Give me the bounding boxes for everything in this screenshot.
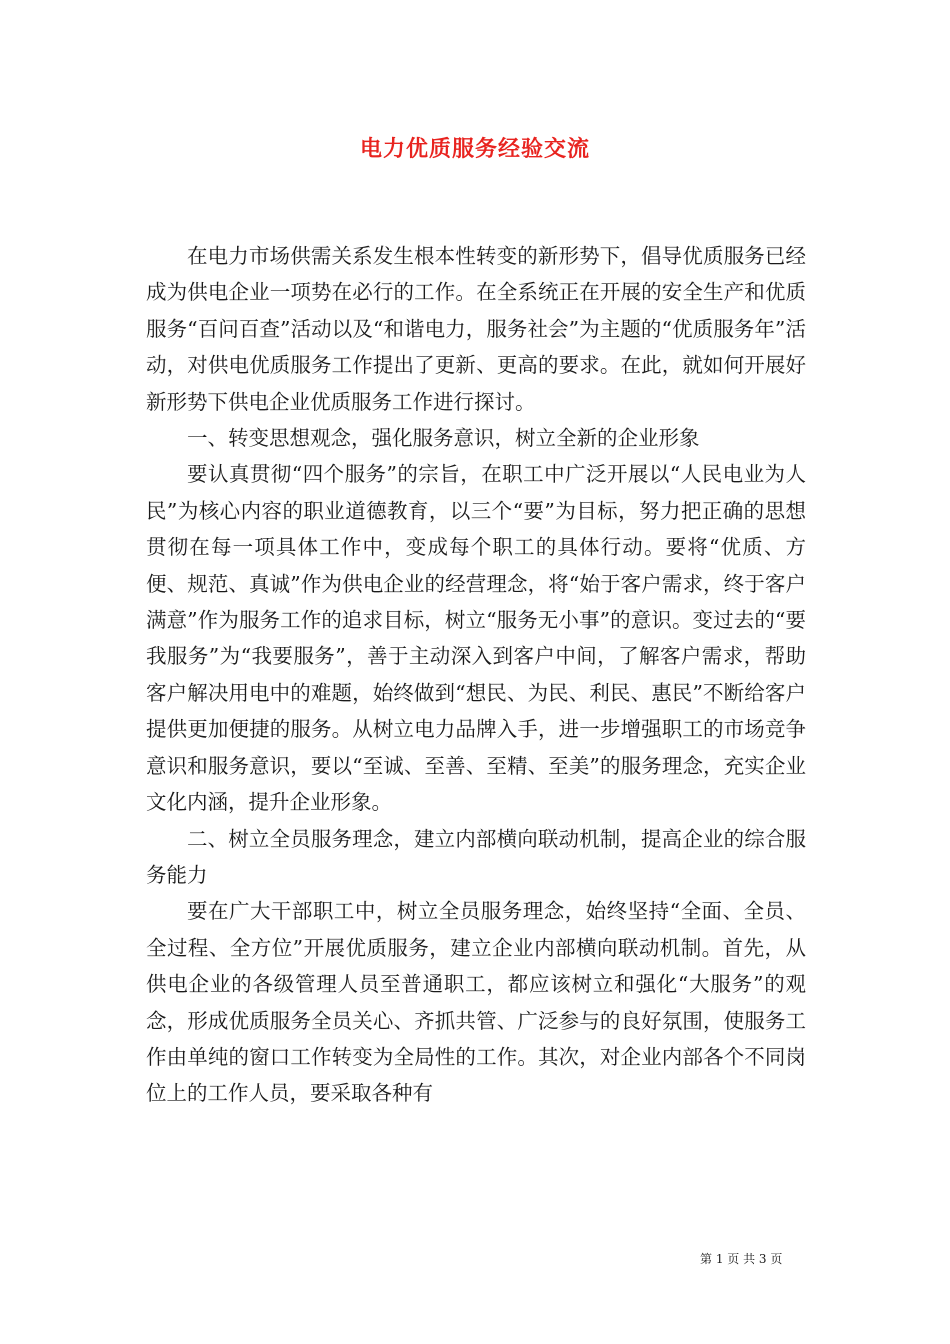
- page-number-footer: 第 1 页 共 3 页: [700, 1252, 783, 1266]
- intro-paragraph: 在电力市场供需关系发生根本性转变的新形势下，倡导优质服务已经成为供电企业一项势在必行的工作。在全系统正在开展的安全生产和优质服务“百问百查”活动以及“和谐电力，服务社会”为主题的“优质服务年”活动，对供电优质服务工作提出了更新、更高的要求。在此，就如何开展好新形势下供电企业优质服务工作进行探讨。: [146, 244, 806, 414]
- section-1-paragraph: 要认真贯彻“四个服务”的宗旨，在职工中广泛开展以“人民电业为人民”为核心内容的职业道德教育，以三个“要”为目标，努力把正确的思想贯彻在每一项具体工作中，变成每个职工的具体行动。要将“优质、方便、规范、真诚”作为供电企业的经营理念，将“始于客户需求，终于客户满意”作为服务工作的追求目标，树立“服务无小事”的意识。变过去的“要我服务”为“我要服务”，善于主动深入到客户中间，了解客户需求，帮助客户解决用电中的难题，始终做到“想民、为民、利民、惠民”不断给客户提供更加便捷的服务。从树立电力品牌入手，进一步增强职工的市场竞争意识和服务意识，要以“至诚、至善、至精、至美”的服务理念，充实企业文化内涵，提升企业形象。: [146, 462, 806, 815]
- section-2-paragraph: 要在广大干部职工中，树立全员服务理念，始终坚持“全面、全员、全过程、全方位”开展优质服务，建立企业内部横向联动机制。首先，从供电企业的各级管理人员至普通职工，都应该树立和强化“大服务”的观念，形成优质服务全员关心、齐抓共管、广泛参与的良好氛围，使服务工作由单纯的窗口工作转变为全局性的工作。其次，对企业内部各个不同岗位上的工作人员，要采取各种有: [146, 899, 806, 1106]
- section-heading-2: 二、树立全员服务理念，建立内部横向联动机制，提高企业的综合服务能力: [146, 826, 806, 887]
- document-body: [146, 238, 806, 1112]
- document-title: 电力优质服务经验交流: [359, 136, 590, 162]
- section-heading-1: 一、转变思想观念，强化服务意识，树立全新的企业形象: [187, 426, 700, 451]
